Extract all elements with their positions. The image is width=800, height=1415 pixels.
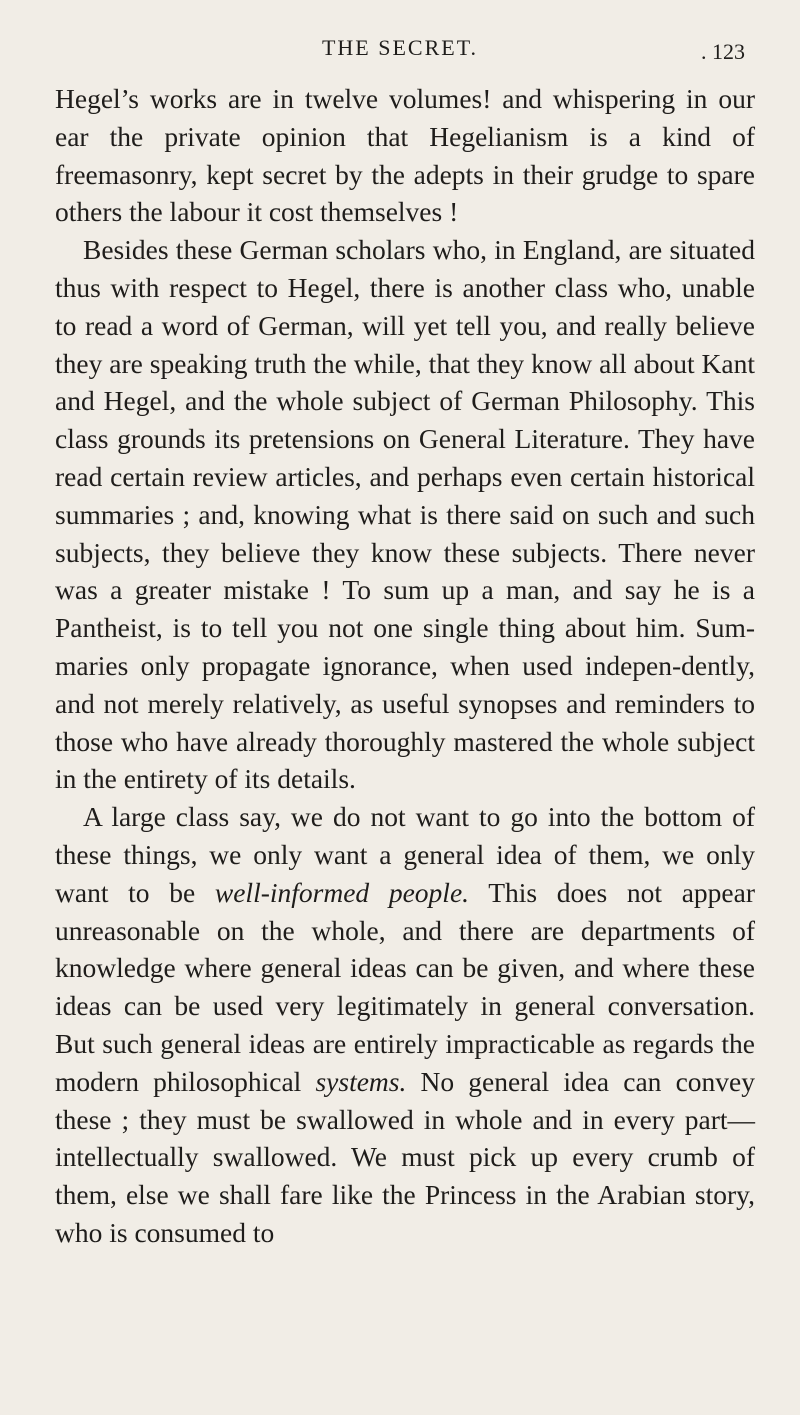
paragraph-german-scholars xyxy=(55,231,755,798)
italic-phrase-well-informed: well-informed people. xyxy=(214,876,470,908)
paragraph-text: Besides these German scholars who, in England, are situated thus with respect to Hegel, there is another class who, unable to read a word of German, will yet tell you, and really believe they are speaking truth the while, that they know all about Kant and Hegel, and the whole subject of German Philosophy. This class grounds its pretensions on General Literature. They have read certain review articles, and perhaps even certain historical summaries ; and, knowing what is there said on such and such subjects, they believe they know these subjects. There never was a greater mistake ! To sum up a man, and say he is a Pantheist, is to tell you not one single thing about him. Sum-maries only propagate ignorance, when used indepen-dently, and not merely relatively, as useful synopses and reminders to those who have already thoroughly mastered the whole subject in the entirety of its details. xyxy=(55,234,755,795)
paragraph-hegel-works xyxy=(55,80,755,231)
paragraph-text: Hegel’s works are in twelve volumes! and whispering in our ear the private opinion that Hegelianism is a kind of freemasonry, kept secret by the adepts in their grudge to spare others the labour it cost themselves ! xyxy=(55,83,755,228)
paragraph-text: No general idea can convey these ; they must be swallowed in whole and in every part—intellectually swallowed. We must pick up every crumb of them, else we shall fare like the Princess in the Arabian story, who is consumed to xyxy=(55,1065,755,1248)
paragraph-general-ideas xyxy=(55,798,755,1252)
italic-word-systems: systems. xyxy=(315,1065,407,1097)
running-head xyxy=(0,28,800,68)
body-text xyxy=(55,80,755,1252)
paragraph-text: A large class say, we do not want to go into the bottom of these things, we only want a general idea of them, we only want to be xyxy=(55,801,755,908)
running-title: THE SECRET. xyxy=(321,35,479,60)
page-number: . 123 xyxy=(701,39,745,64)
paragraph-text: This does not appear unreasonable on the whole, and there are departments of knowledge where general ideas can be given, and where these ideas can be used very legitimately in general conversation. But such general ideas are entirely impracticable as regards the modern philosophical xyxy=(55,876,755,1097)
